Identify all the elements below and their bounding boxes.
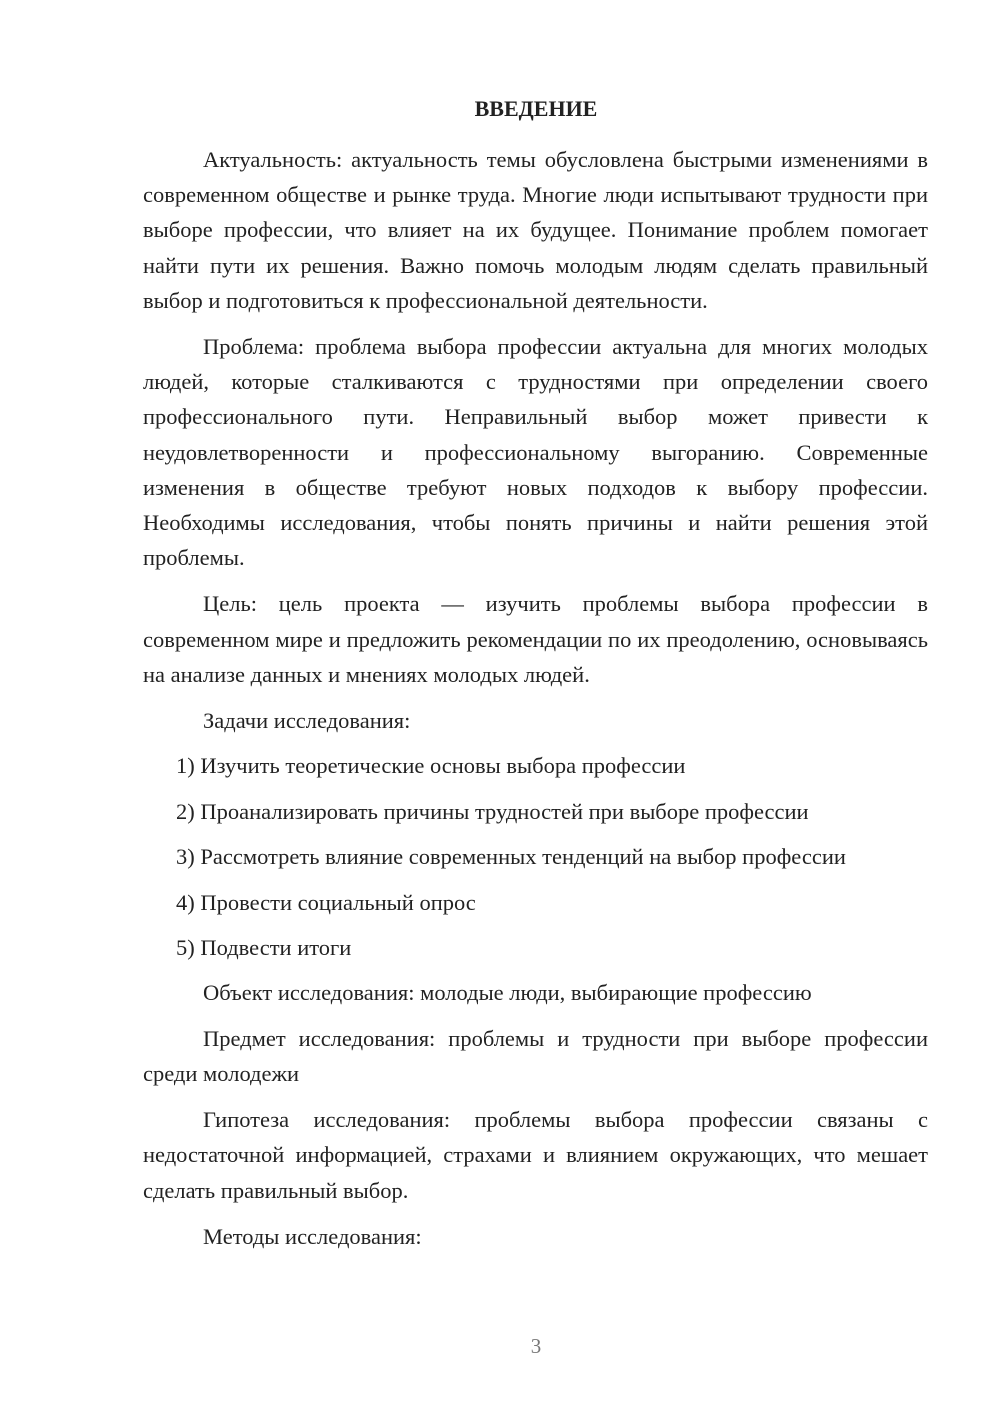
tasks-list: [143, 748, 928, 965]
page-title: ВВЕДЕНИЕ: [474, 96, 598, 121]
relevance-paragraph: Актуальность: актуальность темы обусловлена быстрыми изменениями в современном обществе и рынке труда. Многие люди испытывают трудности при выборе профессии, что влияет на их будущее. Понимание проблем помогает найти пути их решения. Важно помочь молодым людям сделать правильный выбор и подготовиться к профессиональной деятельности.: [143, 147, 928, 313]
hypothesis-paragraph: Гипотеза исследования: проблемы выбора профессии связаны с недостаточной информацией, страхами и влиянием окружающих, что мешает сделать правильный выбор.: [143, 1107, 928, 1203]
goal-paragraph: Цель: цель проекта — изучить проблемы выбора профессии в современном мире и предложить рекомендации по их преодолению, основываясь на анализе данных и мнениях молодых людей.: [143, 591, 928, 687]
object-paragraph: Объект исследования: молодые люди, выбирающие профессию: [203, 980, 812, 1006]
document-body: [143, 142, 928, 1264]
list-item: 2) Проанализировать причины трудностей при выборе профессии: [176, 798, 809, 824]
subject-paragraph: Предмет исследования: проблемы и трудности при выборе профессии среди молодежи: [143, 1025, 928, 1086]
list-item: 1) Изучить теоретические основы выбора профессии: [176, 753, 686, 779]
page-number: 3: [530, 1334, 542, 1358]
tasks-heading: Задачи исследования:: [203, 708, 411, 734]
methods-heading: Методы исследования:: [203, 1223, 422, 1249]
problem-paragraph: Проблема: проблема выбора профессии актуальна для многих молодых людей, которые сталкиваются с трудностями при определении своего профессионального пути. Неправильный выбор может привести к неудовлетворенности и профессиональному выгоранию. Современные изменения в обществе требуют новых подходов к выбору профессии. Необходимы исследования, чтобы понять причины и найти решения этой проблемы.: [143, 334, 928, 571]
list-item: 4) Провести социальный опрос: [176, 889, 476, 915]
list-item: 5) Подвести итоги: [176, 935, 352, 960]
list-item: 3) Рассмотреть влияние современных тенденций на выбор профессии: [176, 844, 846, 870]
